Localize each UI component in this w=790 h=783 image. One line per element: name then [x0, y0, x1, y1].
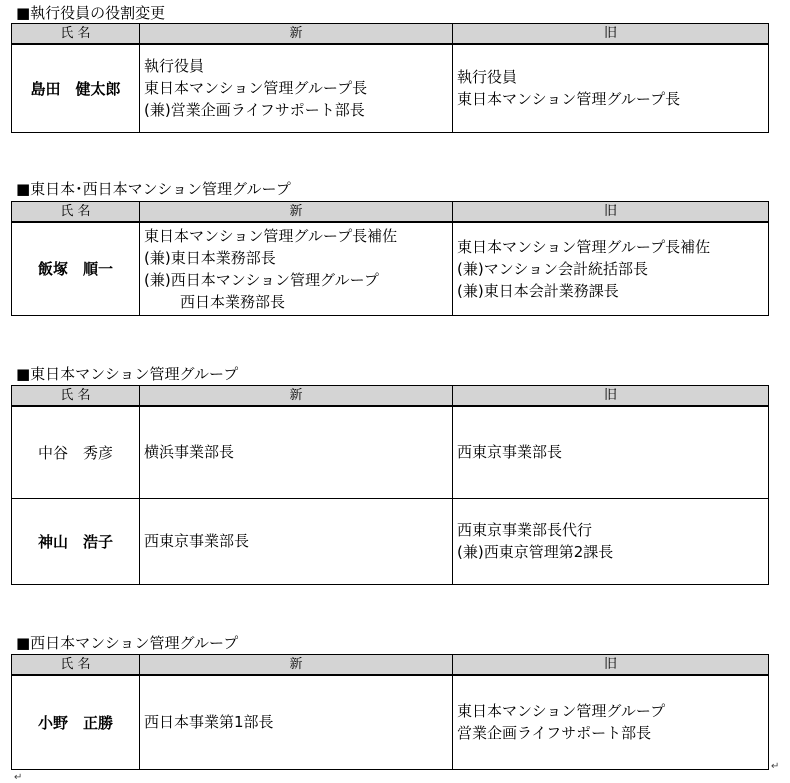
person-name: 中谷 秀彦	[12, 406, 140, 498]
new-position	[140, 222, 453, 315]
person-name: 小野 正勝	[12, 675, 140, 769]
header-old: 旧	[453, 24, 769, 45]
old-position-line: (兼)マンション会計統括部長	[457, 259, 649, 278]
header-old: 旧	[453, 655, 769, 676]
table-row	[12, 406, 769, 498]
section-title: ■西日本マンション管理グループ	[16, 634, 239, 652]
new-position-line: 東日本マンション管理グループ長補佐	[144, 226, 398, 245]
old-position-line: (兼)西東京管理第2課長	[457, 543, 614, 561]
old-position-line: 東日本マンション管理グループ	[457, 702, 666, 721]
new-position-line: 東日本マンション管理グループ長	[144, 79, 368, 98]
old-position-line: 西東京事業部長代行	[457, 521, 593, 539]
section-title: ■執行役員の役割変更	[16, 4, 166, 22]
new-position-line: 横浜事業部長	[144, 443, 235, 462]
old-position-line: 東日本マンション管理グループ長補佐	[457, 237, 711, 256]
new-position-line: 西日本業務部長	[180, 292, 286, 311]
old-position	[453, 675, 769, 769]
section-title: ■東日本マンション管理グループ	[16, 365, 239, 383]
new-position-line: (兼)東日本業務部長	[144, 248, 276, 267]
personnel-table	[11, 201, 769, 316]
table-row	[12, 498, 769, 584]
header-name: 氏 名	[12, 202, 140, 223]
header-name: 氏 名	[12, 24, 140, 45]
table-header-row	[12, 386, 769, 407]
new-position-line: (兼)営業企画ライフサポート部長	[144, 101, 365, 120]
old-position-line: 営業企画ライフサポート部長	[457, 724, 652, 743]
table-row	[12, 675, 769, 769]
old-position	[453, 406, 769, 498]
header-old: 旧	[453, 202, 769, 223]
header-name: 氏 名	[12, 386, 140, 407]
new-position-line: 西東京事業部長	[144, 532, 250, 550]
paragraph-return-mark: ↵	[14, 772, 23, 783]
person-name: 飯塚 順一	[12, 222, 140, 315]
header-new: 新	[140, 202, 453, 223]
new-position-line: 執行役員	[144, 57, 205, 76]
old-position-line: 西東京事業部長	[457, 443, 563, 462]
section-title: ■東日本･西日本マンション管理グループ	[16, 180, 291, 198]
new-position-line: 西日本事業第1部長	[144, 713, 274, 732]
table-header-row	[12, 655, 769, 676]
old-position	[453, 44, 769, 132]
new-position	[140, 675, 453, 769]
old-position-line: 東日本マンション管理グループ長	[457, 90, 681, 109]
header-name: 氏 名	[12, 655, 140, 676]
new-position-line: (兼)西日本マンション管理グループ	[144, 270, 379, 289]
old-position	[453, 498, 769, 584]
table-header-row	[12, 202, 769, 223]
table-header-row	[12, 24, 769, 45]
old-position	[453, 222, 769, 315]
new-position	[140, 406, 453, 498]
personnel-table	[11, 654, 769, 770]
header-old: 旧	[453, 386, 769, 407]
table-row	[12, 44, 769, 132]
personnel-table	[11, 385, 769, 585]
paragraph-return-mark: ↵	[771, 761, 780, 772]
header-new: 新	[140, 655, 453, 676]
old-position-line: (兼)東日本会計業務課長	[457, 281, 619, 300]
table-row	[12, 222, 769, 315]
old-position-line: 執行役員	[457, 68, 518, 87]
header-new: 新	[140, 24, 453, 45]
header-new: 新	[140, 386, 453, 407]
person-name: 島田 健太郎	[12, 44, 140, 132]
personnel-table	[11, 23, 769, 133]
new-position	[140, 44, 453, 132]
person-name: 神山 浩子	[12, 498, 140, 584]
new-position	[140, 498, 453, 584]
